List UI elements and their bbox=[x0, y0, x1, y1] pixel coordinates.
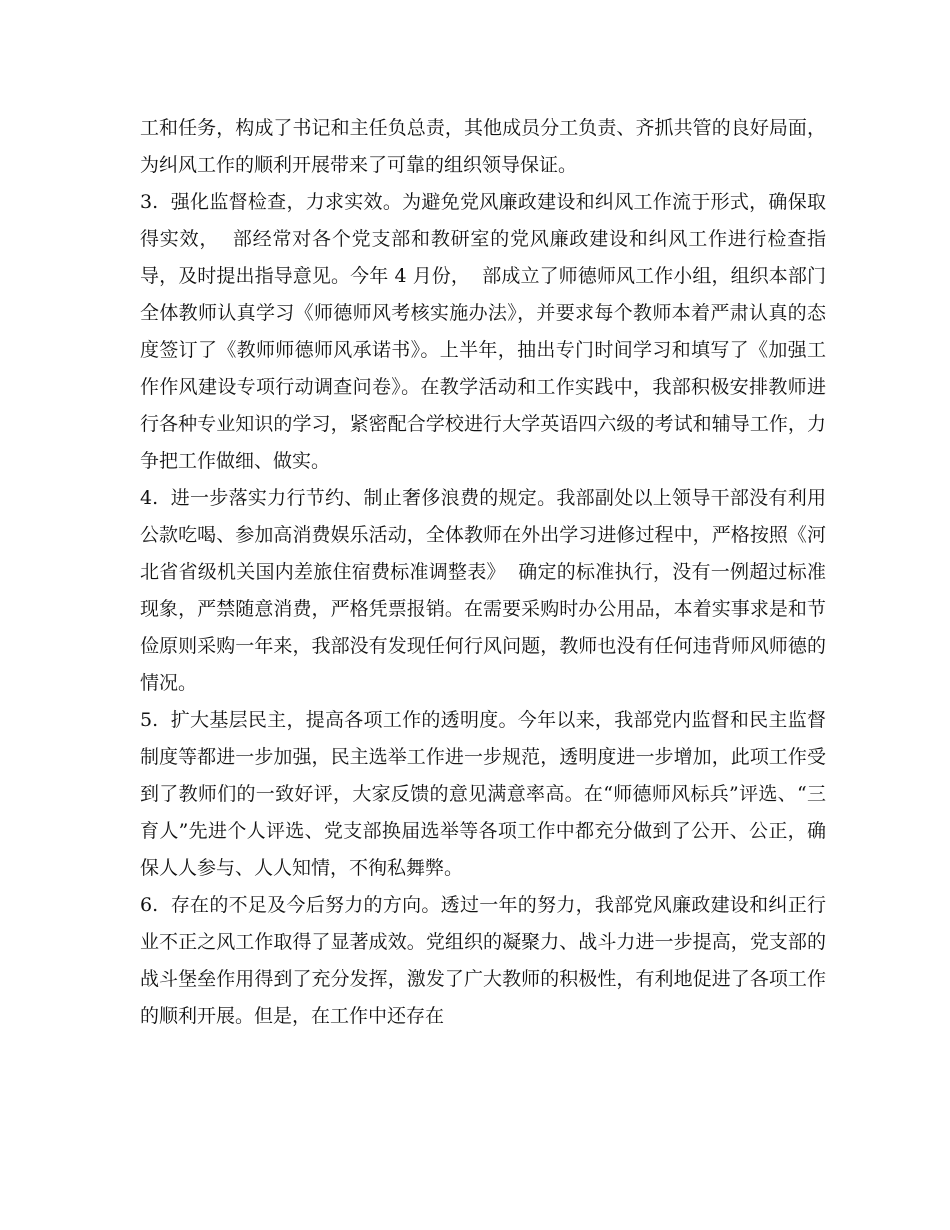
paragraph-item-3: 3. 强化监督检查，力求实效。为避免党风廉政建设和纠风工作流于形式，确保取得实效， 部经常对各个党支部和教研室的党风廉政建设和纠风工作进行检查指导，及时提出指导意见。今年 4 月份， 部成立了师德师风工作小组，组织本部门全体教师认真学习《师德师风考核实施办法》，并要求每个教师本着严肃认真的态度签订了《教师师德师风承诺书》。上半年，抽出专门时间学习和填写了《加强工作作风建设专项行动调查问卷》。在教学活动和工作实践中，我部积极安排教师进行各种专业知识的学习，紧密配合学校进行大学英语四六级的考试和辅导工作，力争把工作做细、做实。 bbox=[140, 191, 826, 472]
paragraph-item-5: 5. 扩大基层民主，提高各项工作的透明度。今年以来，我部党内监督和民主监督制度等都进一步加强，民主选举工作进一步规范，透明度进一步增加，此项工作受到了教师们的一致好评，大家反馈的意见满意率高。在“师德师风标兵”评选、“三育人”先进个人评选、党支部换届选举等各项工作中都充分做到了公开、公正，确保人人参与、人人知情，不徇私舞弊。 bbox=[140, 709, 826, 879]
document-body bbox=[140, 110, 826, 1035]
paragraph-item-4: 4. 进一步落实力行节约、制止奢侈浪费的规定。我部副处以上领导干部没有利用公款吃喝、参加高消费娱乐活动，全体教师在外出学习进修过程中，严格按照《河北省省级机关国内差旅住宿费标准调整表》 确定的标准执行，没有一例超过标准现象，严禁随意消费，严格凭票报销。在需要采购时办公用品，本着实事求是和节俭原则采购一年来，我部没有发现任何行风问题，教师也没有任何违背师风师德的情况。 bbox=[140, 487, 826, 694]
paragraph-item-6: 6. 存在的不足及今后努力的方向。透过一年的努力，我部党风廉政建设和纠正行业不正之风工作取得了显著成效。党组织的凝聚力、战斗力进一步提高，党支部的战斗堡垒作用得到了充分发挥，激发了广大教师的积极性，有利地促进了各项工作的顺利开展。但是，在工作中还存在 bbox=[140, 894, 826, 1027]
paragraph-continuation: 工和任务，构成了书记和主任负总责，其他成员分工负责、齐抓共管的良好局面，为纠风工作的顺利开展带来了可靠的组织领导保证。 bbox=[140, 117, 826, 176]
